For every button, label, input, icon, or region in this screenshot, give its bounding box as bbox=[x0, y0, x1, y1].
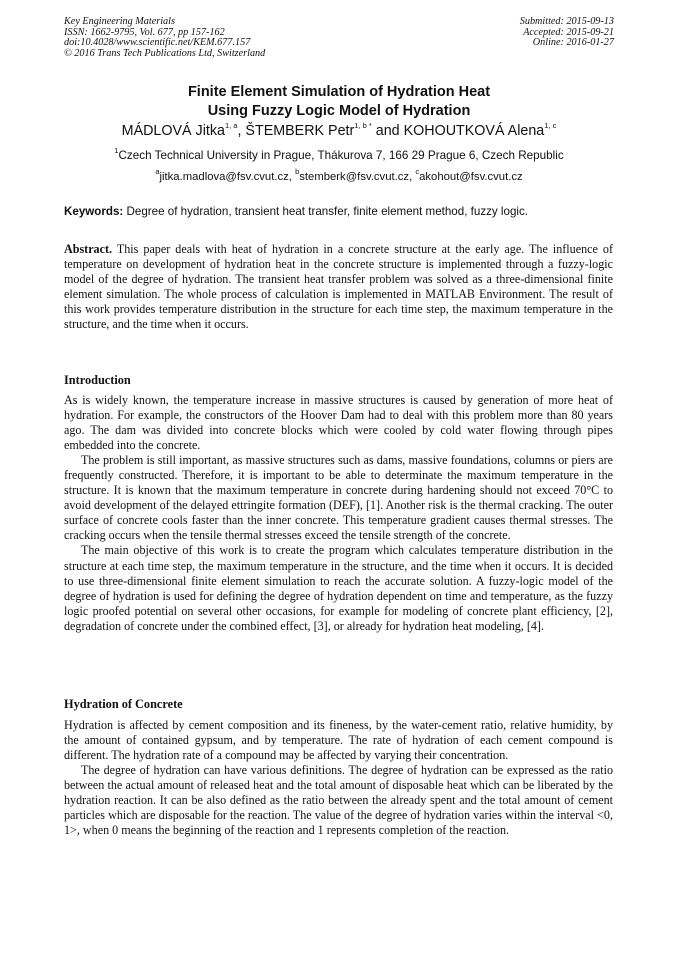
submission-dates bbox=[520, 17, 614, 49]
keywords bbox=[64, 205, 624, 219]
affiliation bbox=[0, 146, 678, 163]
author-name: MÁDLOVÁ Jitka bbox=[121, 123, 225, 139]
abstract-text: This paper deals with heat of hydration in a concrete structure at the early age. The influence of temperature on development of hydration heat in the concrete structure is implemented through a fuzzy-logic model of the degree of hydration. The transient heat transfer problem was solved as a three-dimensional finite element simulation. The whole process of calculation is implemented in MATLAB Environment. The result of this work provides temperature distribution in the structure for each time step, the maximum temperature in the structure, and the time when it occurs. bbox=[64, 242, 613, 332]
author-list bbox=[0, 122, 678, 140]
author-affil-marker: 1, c bbox=[544, 121, 557, 131]
email-address: akohout@fsv.cvut.cz bbox=[419, 171, 523, 183]
affiliation-marker: 1 bbox=[114, 146, 119, 156]
author-emails bbox=[0, 167, 678, 184]
email-marker: a bbox=[155, 167, 160, 177]
email-address: stemberk@fsv.cvut.cz bbox=[299, 171, 410, 183]
email-separator: , bbox=[288, 171, 296, 183]
author-affil-marker: 1, b * bbox=[354, 121, 372, 131]
paragraph: The main objective of this work is to create the program which calculates temperature distribution in the structure at each time step, the maximum temperature in the structure, and the time when it occurs. It is decided to use three-dimensional finite element simulation to reach the accurate solution. A fuzzy-logic model of the degree of hydration is used for defining the degree of hydration dependent on time and temperature, as the fuzzy logic proofed potential on several other occasions, for example for modeling of concrete plant efficiency, [2], degradation of concrete under the combined effect, [3], or already for hydration heat modeling, [4]. bbox=[64, 543, 613, 633]
accepted-date: Accepted: 2015-09-21 bbox=[523, 26, 614, 38]
paragraph: The problem is still important, as massive structures such as dams, massive foundations, columns or piers are frequently constructed. Therefore, it is important to be able to determinate the maximum temperature in the structure. It is known that the maximum temperature in concrete during hardening should not exceed 70°C to avoid development of the delayed ettringite formation (DEF), [1]. Another risk is the thermal cracking. The outer surface of concrete cools faster than the inner concrete. This temperature gradient causes thermal stresses. The cracking occurs when the tensile thermal stresses exceed the tensile strength of the concrete. bbox=[64, 453, 613, 543]
abstract-label: Abstract. bbox=[64, 242, 113, 256]
paper-title bbox=[0, 83, 678, 121]
journal-info bbox=[64, 17, 265, 59]
author-affil-marker: 1, a bbox=[224, 121, 238, 131]
paragraph: As is widely known, the temperature increase in massive structures is caused by generation of more heat of hydration. For example, the constructors of the Hoover Dam had to deal with this problem more than 80 years ago. The dam was divided into concrete blocks which were cooled by cold water flowing through pipes embedded into the concrete. bbox=[64, 393, 613, 453]
author-separator: and bbox=[371, 123, 404, 139]
title-line-1: Finite Element Simulation of Hydration Heat bbox=[187, 84, 491, 100]
submitted-date: Submitted: 2015-09-13 bbox=[519, 16, 614, 27]
copyright-line: © 2016 Trans Tech Publications Ltd, Switzerland bbox=[64, 47, 266, 59]
section-heading-hydration: Hydration of Concrete bbox=[64, 697, 183, 711]
author-name: ŠTEMBERK Petr bbox=[245, 123, 355, 139]
introduction-section bbox=[64, 393, 613, 634]
affiliation-text: Czech Technical University in Prague, Thákurova 7, 166 29 Prague 6, Czech Republic bbox=[118, 149, 564, 162]
keywords-text: Degree of hydration, transient heat transfer, finite element method, fuzzy logic. bbox=[123, 205, 528, 218]
title-line-2: Using Fuzzy Logic Model of Hydration bbox=[207, 103, 471, 119]
author-name: KOHOUTKOVÁ Alena bbox=[403, 123, 545, 139]
section-heading-introduction: Introduction bbox=[64, 373, 131, 387]
author-separator: , bbox=[237, 123, 246, 139]
keywords-label: Keywords: bbox=[64, 205, 124, 218]
email-address: jitka.madlova@fsv.cvut.cz bbox=[159, 171, 289, 183]
issn-line: ISSN: 1662-9795, Vol. 677, pp 157-162 bbox=[64, 26, 225, 38]
abstract bbox=[64, 242, 613, 332]
hydration-section bbox=[64, 718, 613, 838]
email-marker: b bbox=[295, 167, 300, 177]
paragraph: The degree of hydration can have various definitions. The degree of hydration can be expressed as the ratio between the actual amount of released heat and the total amount of disposable heat which can be liberated by the hydration reaction. It can be also defined as the ratio between the already spent and the total amount of cement particles which are disposable for the reaction. The value of the degree of hydration varies within the interval <0, 1>, when 0 means the beginning of the reaction and 1 represents completion of the reaction. bbox=[64, 763, 613, 838]
abstract-paragraph bbox=[64, 242, 613, 332]
online-date: Online: 2016-01-27 bbox=[532, 37, 614, 49]
email-marker: c bbox=[415, 167, 420, 177]
paragraph: Hydration is affected by cement composition and its fineness, by the water-cement ratio, relative humidity, by the amount of contained gypsum, and by temperature. The rate of hydration of each cement compound is different. The hydration rate of a compound may be affected by varying their concentration. bbox=[64, 718, 613, 763]
journal-name: Key Engineering Materials bbox=[64, 16, 175, 27]
email-separator: , bbox=[409, 171, 416, 183]
doi-line: doi:10.4028/www.scientific.net/KEM.677.157 bbox=[64, 37, 251, 49]
